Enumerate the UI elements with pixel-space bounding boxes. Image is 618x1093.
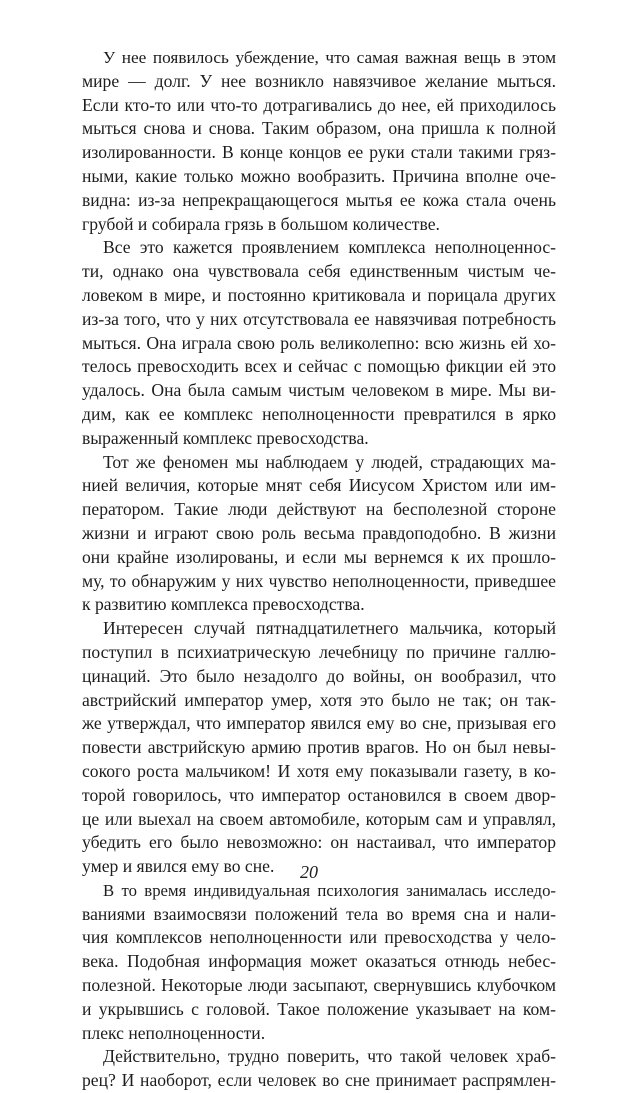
text-line: ловеком в мире, и постоянно критиковала и порицала других: [82, 284, 556, 305]
text-line: мире — долг. У нее возникло навязчивое желание мыться.: [82, 70, 556, 91]
text-line: ваниями взаимосвязи положений тела во время сна и нали-: [82, 903, 556, 924]
text-line: австрийский император умер, хотя это было не так; он так-: [82, 689, 556, 710]
paragraph: [82, 46, 556, 236]
text-line: плекс неполноценности.: [82, 1022, 266, 1043]
text-line: телось превосходить всех и сейчас с помощью фикции ей это: [82, 356, 556, 377]
text-line: умер и явился ему во сне.: [82, 856, 275, 877]
text-line: из-за того, что у них отсутствовала ее навязчивая потребность: [82, 308, 556, 329]
text-line: выраженный комплекс превосходства.: [82, 427, 369, 448]
paragraph: [82, 879, 556, 1046]
text-line: изолированности. В конце концов ее руки стали такими гряз-: [82, 142, 556, 163]
page-number: 20: [300, 862, 318, 882]
text-line: дим, как ее комплекс неполноценности превратился в ярко: [82, 403, 556, 424]
paragraph: [82, 617, 556, 879]
paragraph: [82, 451, 556, 618]
text-line: мыться снова и снова. Таким образом, она пришла к полной: [82, 118, 556, 139]
text-line: чия комплексов неполноценности или превосходства у чело-: [82, 927, 556, 948]
text-line: мыться. Она играла свою роль великолепно: всю жизнь ей хо-: [82, 332, 556, 353]
text-line: цинаций. Это было незадолго до войны, он вообразил, что: [82, 665, 556, 686]
text-line: ти, однако она чувствовала себя единственным чистым че-: [82, 261, 556, 282]
text-line: сокого роста мальчиком! И хотя ему показывали газету, в ко-: [82, 760, 556, 781]
text-line: нией величия, которые мнят себя Иисусом Христом или им-: [82, 475, 556, 496]
paragraph: [82, 1045, 556, 1093]
text-line: удалось. Она была самым чистым человеком в мире. Мы ви-: [82, 380, 556, 401]
text-line: полезной. Некоторые люди засыпают, свернувшись клубочком: [82, 975, 556, 996]
text-line: рец? И наоборот, если человек во сне принимает распрямлен-: [82, 1070, 556, 1091]
text-line: це или выехал на своем автомобиле, которым сам и управлял,: [82, 808, 556, 829]
paragraph: [82, 236, 556, 450]
text-line: В то время индивидуальная психология занималась исследо-: [103, 880, 556, 900]
text-line: повести австрийскую армию против врагов. Но он был невы-: [82, 737, 556, 758]
text-line: они крайне изолированы, и если мы вернемся к их прошло-: [82, 546, 556, 567]
text-line: У нее появилось убеждение, что самая важная вещь в этом: [103, 48, 556, 67]
text-line: му, то обнаружим у них чувство неполноценности, приведшее: [82, 570, 556, 591]
text-line: и укрывшись с головой. Такое положение указывает на ком-: [82, 998, 556, 1019]
text-line: Все это кажется проявлением комплекса неполноценнос-: [103, 237, 556, 258]
text-line: убедить его было невозможно: он настаивал, что император: [82, 832, 556, 853]
text-line: жизни и играют свою роль весьма правдоподобно. В жизни: [82, 522, 556, 543]
text-line: века. Подобная информация может оказаться отнюдь небес-: [82, 951, 556, 972]
text-line: Тот же феномен мы наблюдаем у людей, страдающих ма-: [103, 451, 556, 472]
text-line: Если кто-то или что-то дотрагивались до нее, ей приходилось: [82, 94, 556, 115]
text-line: видна: из-за непрекращающегося мытья ее кожа стала очень: [82, 189, 556, 210]
text-line: ператором. Такие люди действуют на бесполезной стороне: [82, 499, 556, 520]
text-line: поступил в психиатрическую лечебницу по причине галлю-: [82, 641, 556, 662]
body-text: [82, 46, 556, 1093]
text-line: Интересен случай пятнадцатилетнего мальчика, который: [103, 618, 556, 639]
text-line: к развитию комплекса превосходства.: [82, 594, 365, 615]
text-line: торой говорилось, что император остановился в своем двор-: [82, 784, 556, 805]
text-line: грубой и собирала грязь в большом количестве.: [82, 213, 440, 234]
text-line: ными, какие только можно вообразить. Причина вполне оче-: [82, 165, 556, 186]
text-line: Действительно, трудно поверить, что такой человек храб-: [103, 1046, 556, 1067]
text-line: же утверждал, что император явился ему во сне, призывая его: [82, 713, 556, 734]
